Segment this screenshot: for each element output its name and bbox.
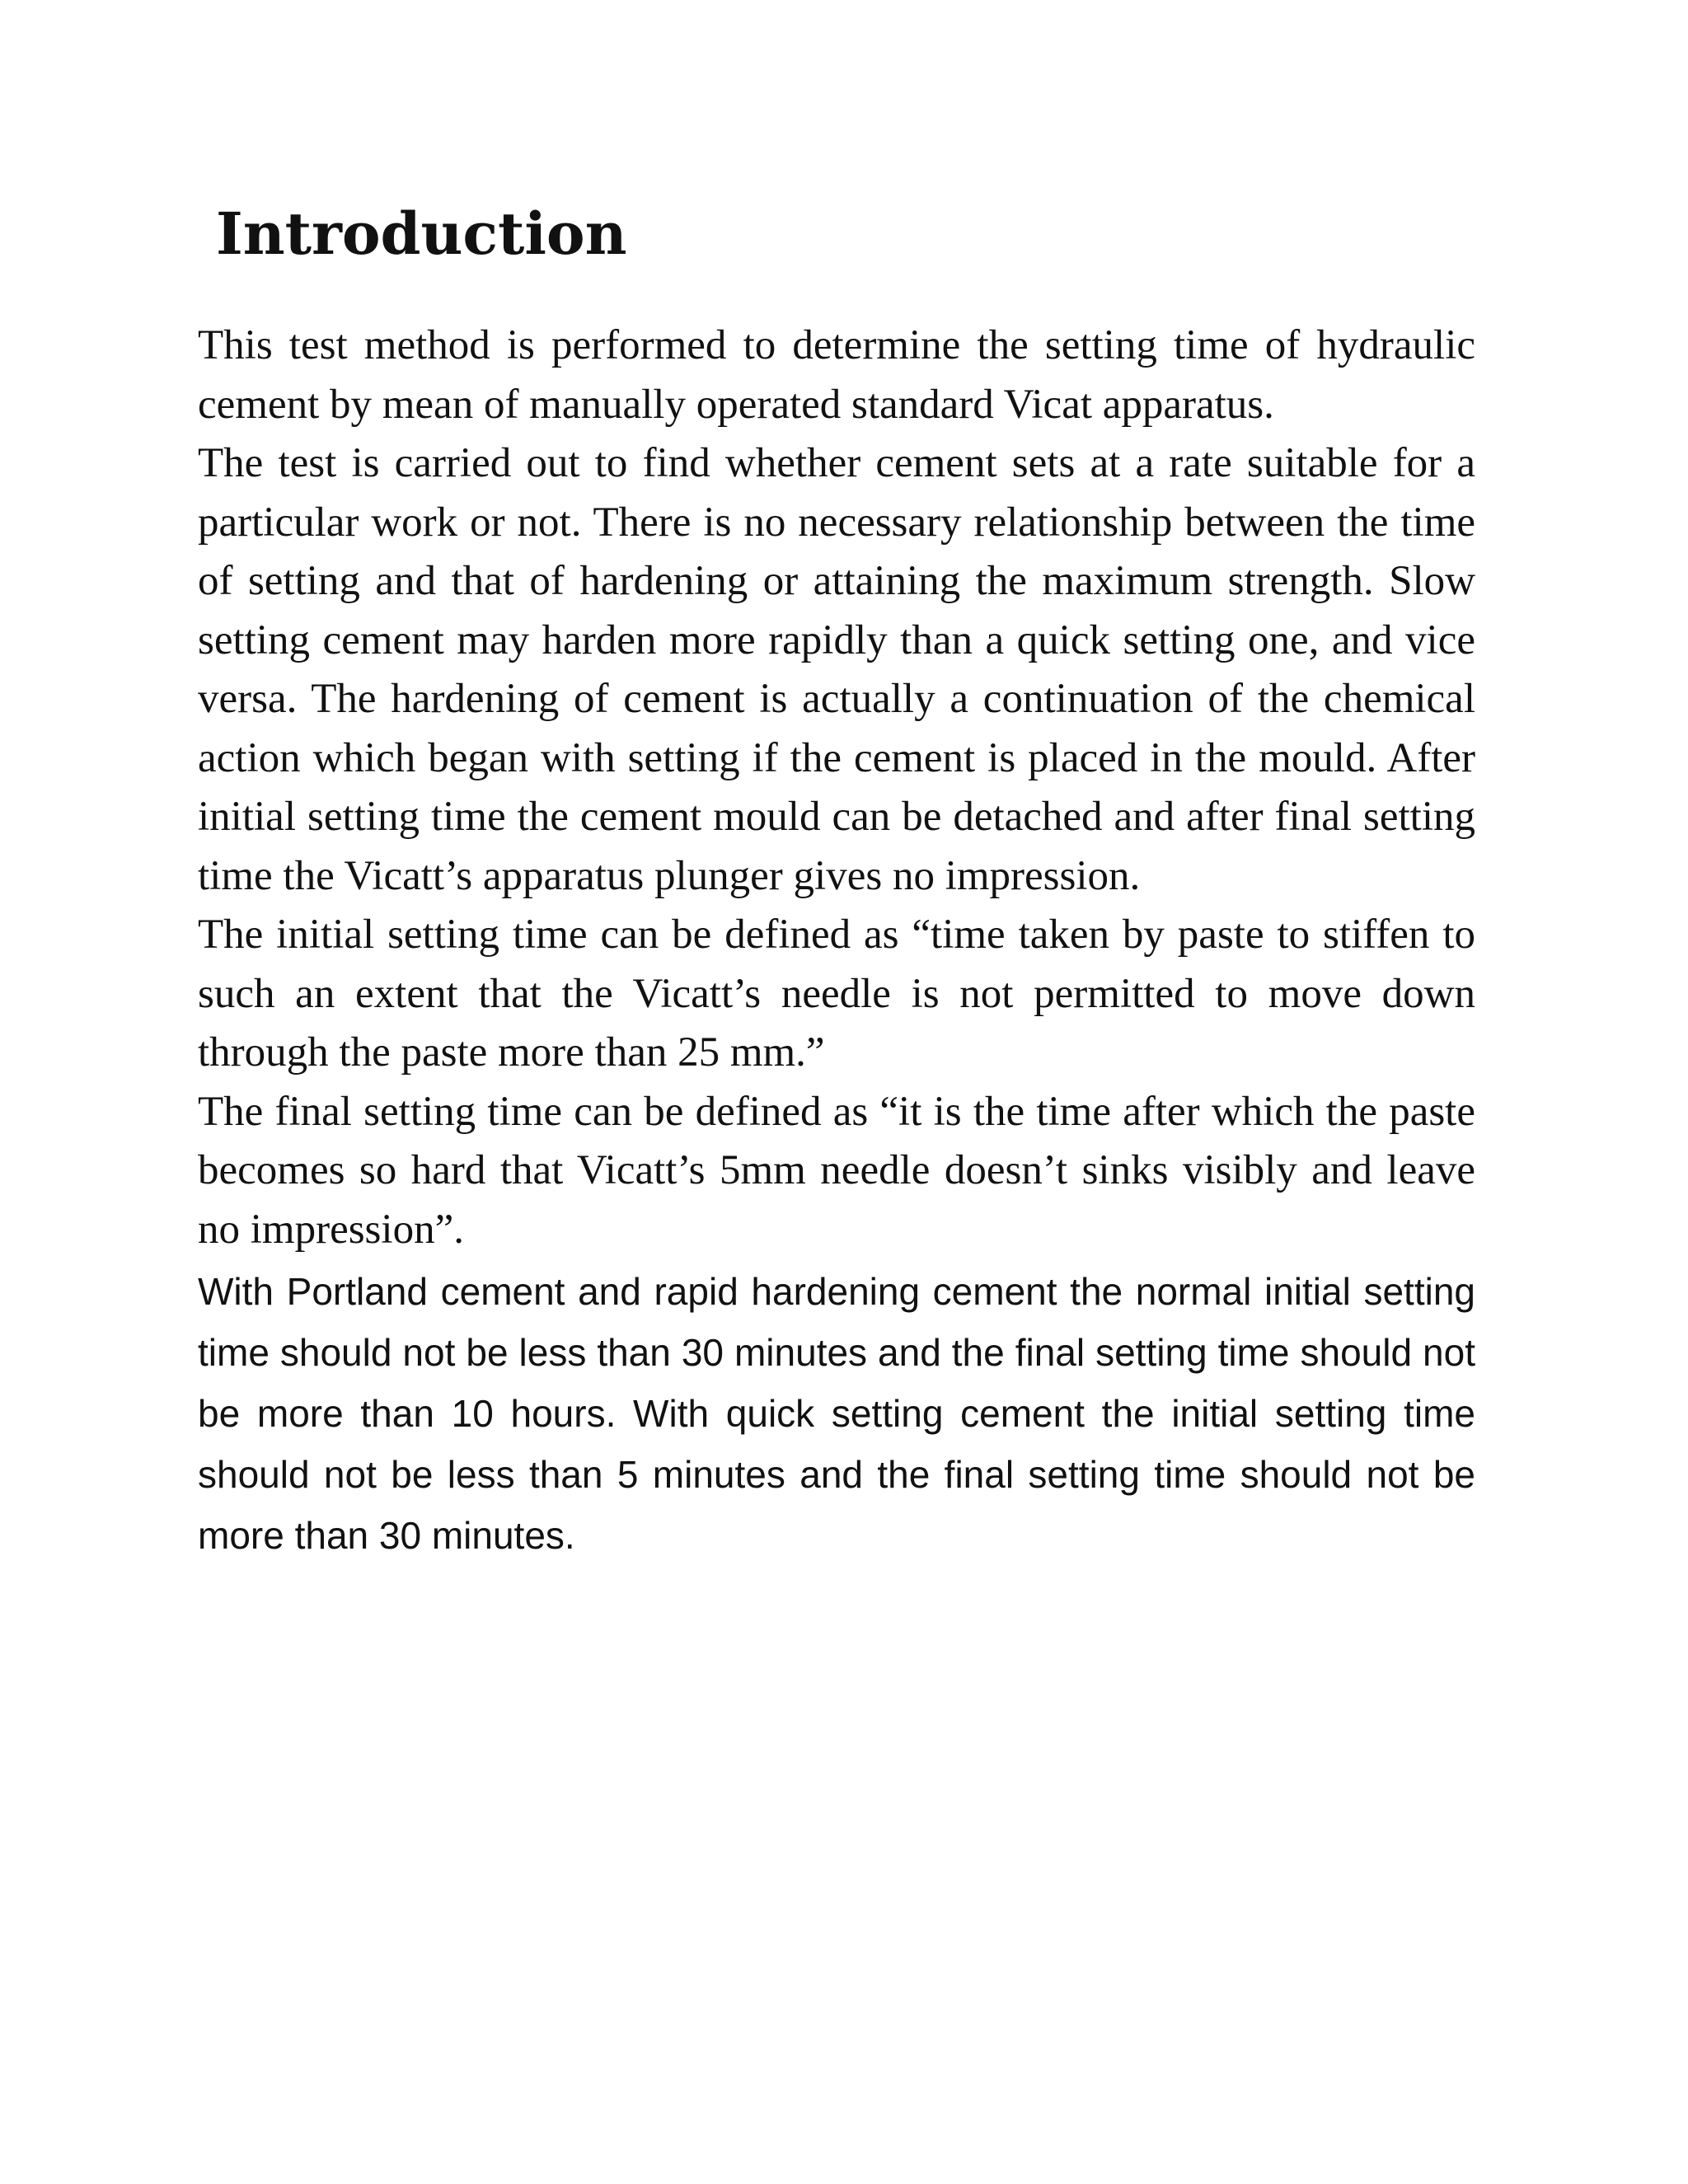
paragraph-purpose: This test method is performed to determine the setting time of hydraulic cement by mean of manually operated standard Vicat apparatus. <box>198 322 1475 428</box>
paragraph-initial-setting-time: The initial setting time can be defined as “time taken by paste to stiffen to such an extent that the Vicatt’s needle is not permitted to move down through the paste more than 25 mm.” <box>198 912 1475 1076</box>
paragraph-rate-of-setting: The test is carried out to find whether cement sets at a rate suitable for a particular work or not. There is no necessary relationship between the time of setting and that of hardening or attaining the maximum strength. Slow setting cement may harden more rapidly than a quick setting one, and vice versa. The hardening of cement is actually a continuation of the chemical action which began with setting if the cement is placed in the mould. After initial setting time the cement mould can be detached and after final setting time the Vicatt’s apparatus plunger gives no impression. <box>198 440 1475 899</box>
page-title: Introduction <box>216 199 627 268</box>
paragraph-final-setting-time: The final setting time can be defined as “it is the time after which the paste becomes so hard that Vicatt’s 5mm needle doesn’t sinks visibly and leave no impression”. <box>198 1088 1475 1253</box>
paragraph-setting-time-limits: With Portland cement and rapid hardening cement the normal initial setting time should not be less than 30 minutes and the final setting time should not be more than 10 hours. With quick setting cement the initial setting time should not be less than 5 minutes and the final setting time should not be more than 30 minutes. <box>198 1270 1475 1557</box>
body-text <box>198 316 1475 1566</box>
